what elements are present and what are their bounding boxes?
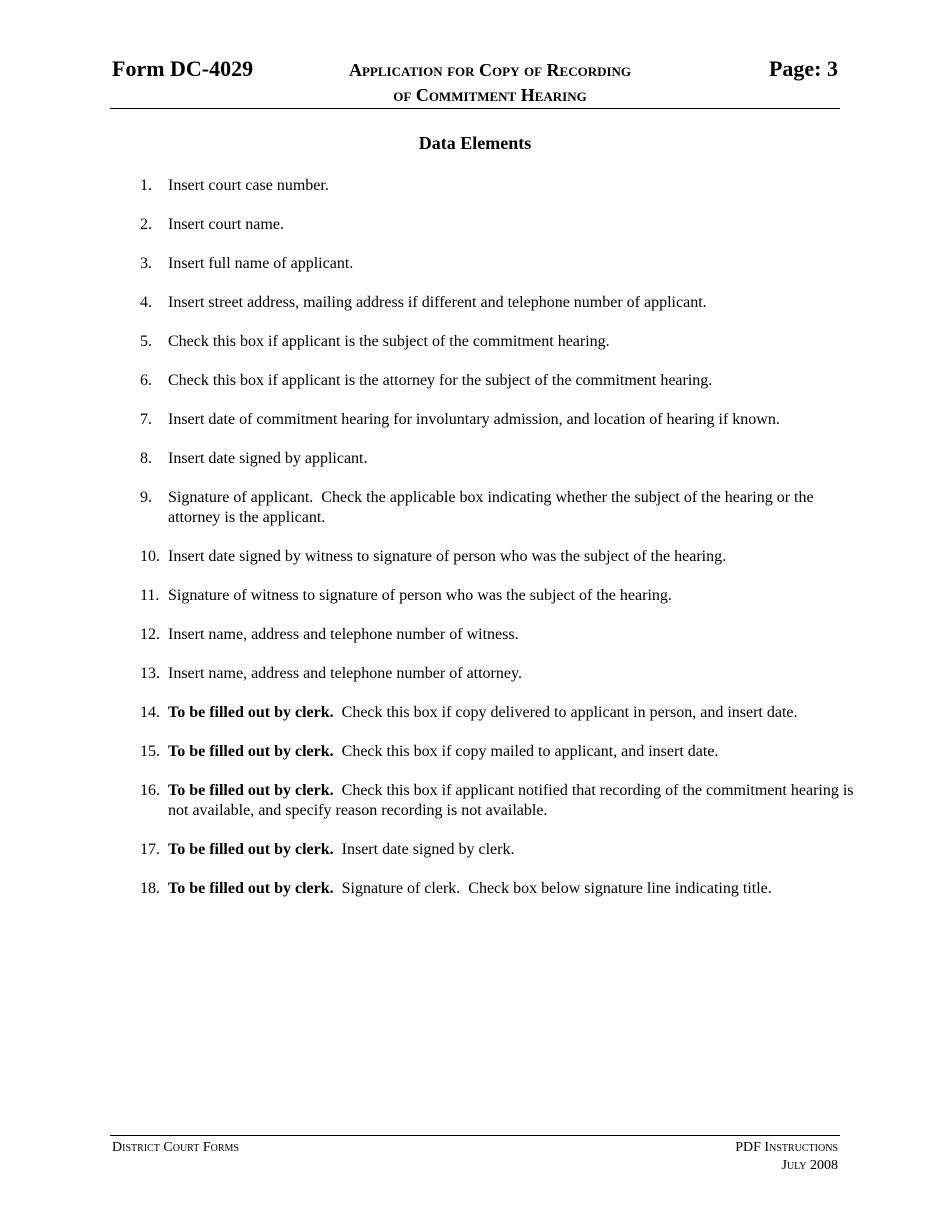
list-item — [140, 371, 860, 391]
list-item — [140, 586, 860, 606]
footer-left: District Court Forms — [112, 1140, 239, 1155]
form-title-line-1: Application for Copy of Recording — [348, 60, 632, 80]
item-text: Signature of witness to signature of person who was the subject of the hearing. — [168, 587, 672, 604]
list-item — [140, 879, 860, 899]
list-item — [140, 293, 860, 313]
list-item — [140, 254, 860, 274]
item-lead: To be filled out by clerk. — [168, 841, 334, 858]
form-title — [300, 58, 680, 108]
list-item — [140, 781, 860, 821]
footer-right — [735, 1139, 838, 1175]
item-text: Insert court name. — [168, 216, 284, 233]
item-lead: To be filled out by clerk. — [168, 880, 334, 897]
footer-right-line-2: July 2008 — [781, 1158, 838, 1173]
item-number: 17. — [140, 841, 160, 858]
item-text: Signature of clerk. Check box below signature line indicating title. — [333, 880, 772, 897]
list-item — [140, 332, 860, 352]
item-text: Check this box if applicant is the subject of the commitment hearing. — [168, 333, 610, 350]
item-number: 6. — [140, 372, 152, 389]
item-lead: To be filled out by clerk. — [168, 704, 334, 721]
item-number: 3. — [140, 255, 152, 272]
list-item — [140, 840, 860, 860]
list-item — [140, 703, 860, 723]
footer-right-line-1: PDF Instructions — [735, 1140, 838, 1155]
page-footer — [110, 1135, 840, 1173]
page-number: Page: 3 — [768, 56, 838, 81]
data-elements-list — [140, 176, 860, 918]
list-item — [140, 547, 860, 567]
form-id: Form DC-4029 — [112, 56, 254, 81]
list-item — [140, 488, 860, 528]
item-number: 2. — [140, 216, 152, 233]
item-text: Insert court case number. — [168, 177, 329, 194]
item-number: 5. — [140, 333, 152, 350]
list-item — [140, 410, 860, 430]
item-number: 18. — [140, 880, 160, 897]
item-number: 11. — [140, 587, 160, 604]
item-text: Insert name, address and telephone number of witness. — [168, 626, 519, 643]
item-text: Check this box if applicant notified that recording of the commitment hearing is not available, and specify reason recording is not available. — [168, 782, 858, 819]
item-number: 8. — [140, 450, 152, 467]
item-text: Insert full name of applicant. — [168, 255, 354, 272]
item-text: Insert street address, mailing address if different and telephone number of applicant. — [168, 294, 707, 311]
item-text: Insert date of commitment hearing for involuntary admission, and location of hearing if known. — [168, 411, 780, 428]
item-number: 7. — [140, 411, 152, 428]
list-item — [140, 449, 860, 469]
item-number: 1. — [140, 177, 152, 194]
item-lead: To be filled out by clerk. — [168, 782, 334, 799]
item-number: 9. — [140, 489, 152, 506]
list-item — [140, 625, 860, 645]
item-number: 13. — [140, 665, 160, 682]
item-text: Insert date signed by clerk. — [333, 841, 515, 858]
list-item — [140, 742, 860, 762]
item-text: Insert date signed by witness to signature of person who was the subject of the hearing. — [168, 548, 727, 565]
item-lead: To be filled out by clerk. — [168, 743, 334, 760]
item-text: Insert name, address and telephone number of attorney. — [168, 665, 522, 682]
section-heading: Data Elements — [418, 133, 532, 153]
item-text: Signature of applicant. Check the applicable box indicating whether the subject of the hearing or the attorney is the applicant. — [168, 489, 818, 526]
item-number: 14. — [140, 704, 160, 721]
item-text: Insert date signed by applicant. — [168, 450, 368, 467]
list-item — [140, 664, 860, 684]
item-number: 12. — [140, 626, 160, 643]
item-number: 15. — [140, 743, 160, 760]
item-number: 10. — [140, 548, 160, 565]
item-text: Check this box if copy mailed to applicant, and insert date. — [333, 743, 719, 760]
page-header — [110, 56, 840, 109]
form-title-line-2: of Commitment Hearing — [393, 85, 587, 105]
item-text: Check this box if applicant is the attorney for the subject of the commitment hearing. — [168, 372, 713, 389]
item-text: Check this box if copy delivered to applicant in person, and insert date. — [333, 704, 798, 721]
item-number: 16. — [140, 782, 160, 799]
item-number: 4. — [140, 294, 152, 311]
list-item — [140, 215, 860, 235]
list-item — [140, 176, 860, 196]
